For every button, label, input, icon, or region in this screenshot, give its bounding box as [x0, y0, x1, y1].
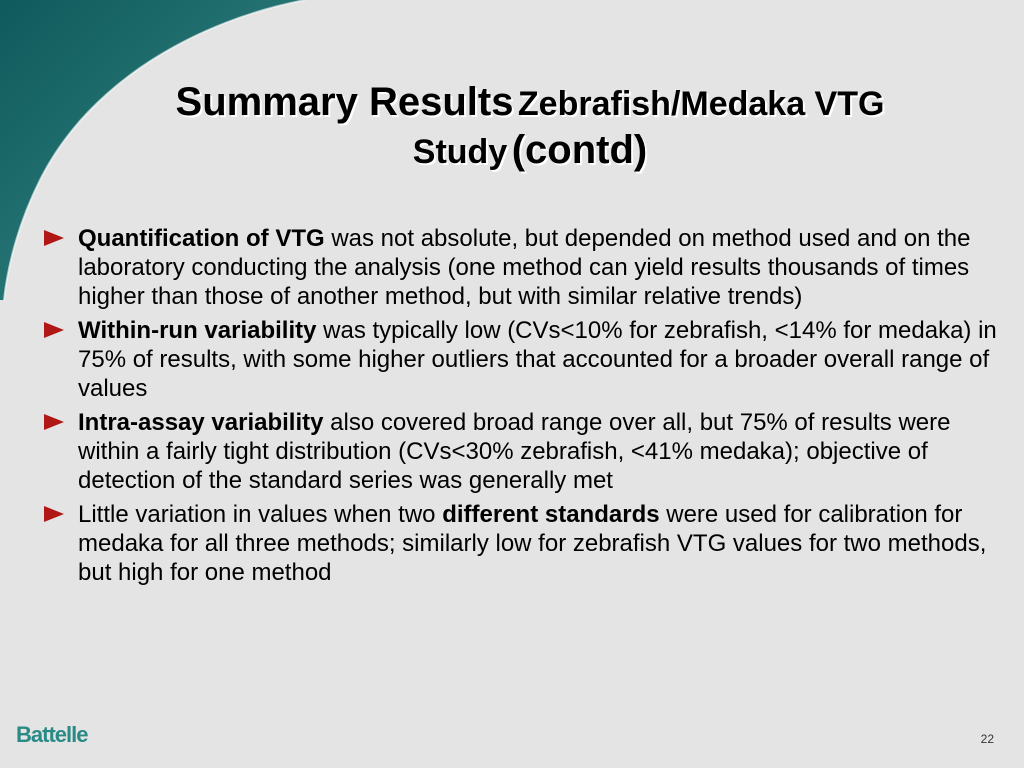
bullet-text: was typically low (CVs<10% for zebrafish, <14% for medaka) in 75% of results, with some higher outliers that accounted for a broader overall range of values [78, 317, 997, 402]
title-main: Summary Results [175, 80, 514, 124]
title-contd: (contd) [511, 128, 648, 172]
bullet-item-intra-assay [36, 408, 1004, 495]
page-number: 22 [980, 732, 994, 746]
bullet-item-within-run [36, 316, 1004, 403]
triangle-right-icon [42, 504, 66, 524]
triangle-right-icon [42, 228, 66, 248]
bullet-text: was not absolute, but depended on method used and on the laboratory conducting the analysis (one method can yield results thousands of times higher than those of another method, but with similar relative trends) [78, 225, 971, 310]
battelle-logo: Battelle [16, 722, 88, 747]
slide-title [60, 78, 1000, 174]
bullet-item-quantification [36, 224, 1004, 311]
bullet-text: also covered broad range over all, but 75% of results were within a fairly tight distribution (CVs<30% zebrafish, <41% medaka); objective of detection of the standard series was generally met [78, 409, 951, 494]
title-subject: Zebrafish/Medaka VTG [517, 85, 885, 123]
bullet-bold-text: Within-run variability [78, 317, 317, 344]
triangle-right-icon [42, 412, 66, 432]
bullet-list [36, 224, 1004, 592]
bullet-text: were used for calibration for medaka for all three methods; similarly low for zebrafish VTG values for two methods, but high for one method [78, 501, 987, 586]
bullet-bold-text: Intra-assay variability [78, 409, 324, 436]
bullet-item-standards [36, 500, 1004, 587]
triangle-right-icon [42, 320, 66, 340]
bullet-text-pre: Little variation in values when two [78, 501, 443, 528]
bullet-bold-text: different standards [442, 501, 660, 528]
title-study: Study [412, 133, 508, 171]
bullet-bold-text: Quantification of VTG [78, 225, 325, 252]
